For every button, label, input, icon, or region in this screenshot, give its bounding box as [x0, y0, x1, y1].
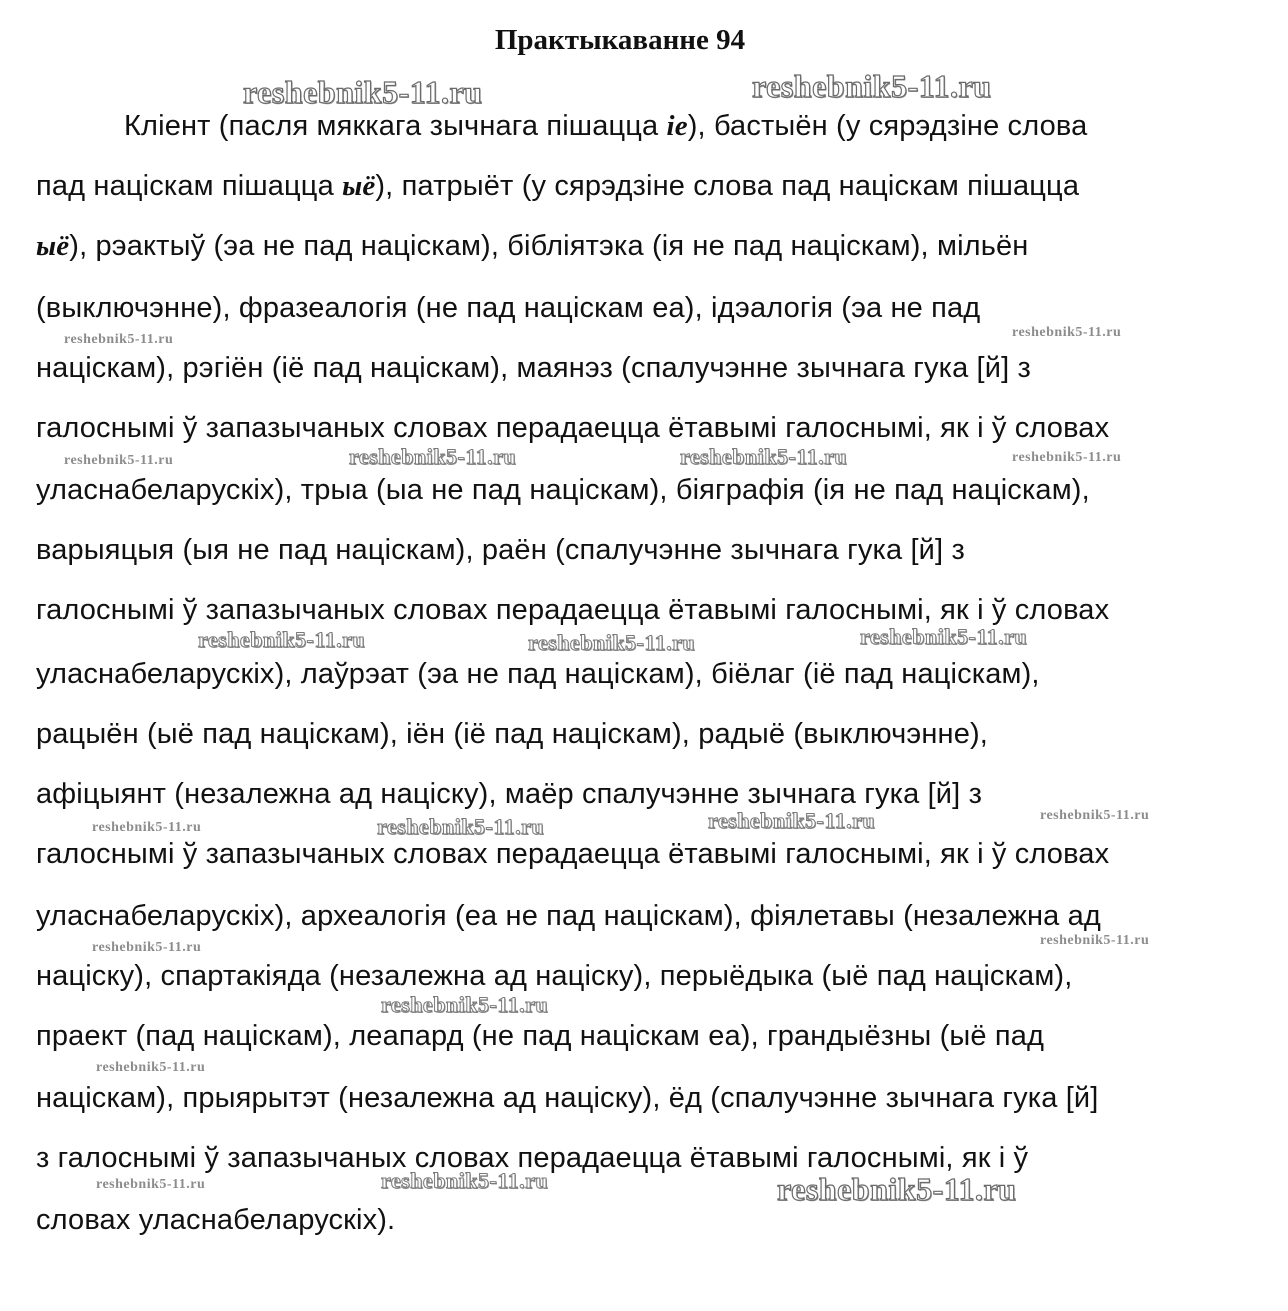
watermark: reshebnik5-11.ru: [64, 332, 174, 347]
emphasis: ыё: [342, 170, 376, 202]
text-line: [36, 168, 1079, 204]
watermark: reshebnik5-11.ru: [1040, 808, 1150, 823]
watermark: reshebnik5-11.ru: [92, 940, 202, 955]
emphasis: ыё: [36, 230, 70, 262]
watermark: reshebnik5-11.ru: [528, 630, 696, 655]
text-line: рацыён (ыё пад націскам), іён (іё пад націскам), радыё (выключэнне),: [36, 718, 989, 750]
text-line: [36, 228, 1028, 264]
text-line: уласнабеларускіх), трыа (ыа не пад націскам), біяграфія (ія не пад націскам),: [36, 474, 1090, 506]
text-line: праект (пад націскам), леапард (не пад націскам еа), грандыёзны (ыё пад: [36, 1020, 1045, 1052]
emphasis: ie: [666, 110, 688, 142]
watermark: reshebnik5-11.ru: [377, 814, 545, 839]
watermark: reshebnik5-11.ru: [752, 68, 992, 104]
watermark: reshebnik5-11.ru: [243, 74, 483, 110]
text-line: варыяцыя (ыя не пад націскам), раён (спалучэнне зычнага гука [й] з: [36, 534, 965, 566]
text-segment: ), рэактыў (эа не пад націскам), бібліятэка (ія не пад націскам), мільён: [69, 230, 1029, 262]
page-title: Практыкаванне 94: [494, 24, 746, 56]
text-line: націскам), рэгіён (іё пад націскам), маянэз (спалучэнне зычнага гука [й] з: [36, 352, 1031, 384]
text-segment: ), патрыёт (у сярэдзіне слова пад націскам пішацца: [375, 170, 1080, 202]
text-line: словах уласнабеларускіх).: [36, 1204, 396, 1236]
watermark: reshebnik5-11.ru: [680, 444, 848, 469]
watermark: reshebnik5-11.ru: [381, 1168, 549, 1193]
text-line: націскам), прыярытэт (незалежна ад націску), ёд (спалучэнне зычнага гука [й]: [36, 1082, 1099, 1114]
watermark: reshebnik5-11.ru: [1040, 933, 1150, 948]
watermark: reshebnik5-11.ru: [777, 1171, 1017, 1207]
text-line: [124, 108, 1087, 144]
watermark: reshebnik5-11.ru: [708, 808, 876, 833]
text-line: з галоснымі ў запазычаных словах перадаецца ётавымі галоснымі, як і ў: [36, 1142, 1029, 1174]
text-segment: ), бастыён (у сярэдзіне слова: [687, 110, 1088, 142]
text-line: галоснымі ў запазычаных словах перадаецца ётавымі галоснымі, як і ў словах: [36, 838, 1110, 870]
watermark: reshebnik5-11.ru: [64, 453, 174, 468]
watermark: reshebnik5-11.ru: [860, 624, 1028, 649]
watermark: reshebnik5-11.ru: [349, 444, 517, 469]
text-line: афіцыянт (незалежна ад націску), маёр спалучэнне зычнага гука [й] з: [36, 778, 983, 810]
watermark: reshebnik5-11.ru: [96, 1177, 206, 1192]
watermark: reshebnik5-11.ru: [92, 820, 202, 835]
text-line: галоснымі ў запазычаных словах перадаецца ётавымі галоснымі, як і ў словах: [36, 594, 1110, 626]
text-line: націску), спартакіяда (незалежна ад націску), перыёдыка (ыё пад націскам),: [36, 960, 1073, 992]
watermark: reshebnik5-11.ru: [96, 1060, 206, 1075]
text-line: (выключэнне), фразеалогія (не пад націскам еа), ідэалогія (эа не пад: [36, 292, 981, 324]
watermark: reshebnik5-11.ru: [198, 627, 366, 652]
text-segment: пад націскам пішацца: [36, 170, 343, 202]
text-line: уласнабеларускіх), археалогія (еа не пад націскам), фіялетавы (незалежна ад: [36, 900, 1101, 932]
watermark: reshebnik5-11.ru: [1012, 450, 1122, 465]
text-segment: Кліент (пасля мяккага зычнага пішацца: [124, 110, 667, 142]
watermark: reshebnik5-11.ru: [1012, 325, 1122, 340]
text-line: галоснымі ў запазычаных словах перадаецца ётавымі галоснымі, як і ў словах: [36, 412, 1110, 444]
watermark: reshebnik5-11.ru: [381, 992, 549, 1017]
text-line: уласнабеларускіх), лаўрэат (эа не пад націскам), біёлаг (іё пад націскам),: [36, 658, 1040, 690]
